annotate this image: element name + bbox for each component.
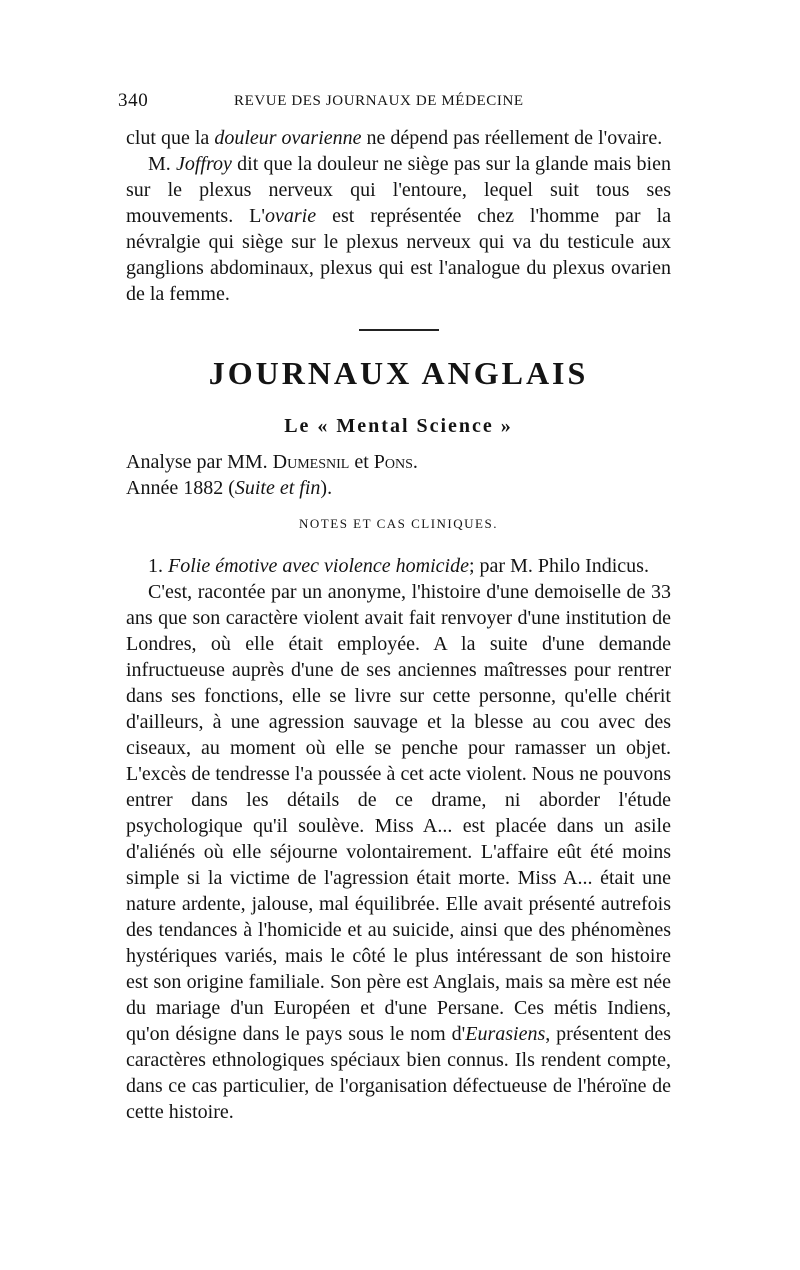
running-header xyxy=(118,90,678,116)
paragraph-case-report: C'est, racontée par un anonyme, l'histoire d'une demoiselle de 33 ans que son caractère violent avait fait renvoyer d'une institution de Londres, où elle était employée. A la suite d'une demande infructueuse auprès d'une de ses anciennes maîtresses pour rentrer dans ses fonctions, elle se livre sur cette personne, qu'elle chérit d'ailleurs, à une agression sauvage et la blesse au cou avec des ciseaux, au moment où elle se penche pour ramasser un objet. L'excès de tendresse l'a poussée à cet acte violent. Nous ne pouvons entrer dans les détails de ce drame, ni aborder l'étude psychologique qu'il soulève. Miss A... est placée dans un asile d'aliénés où elle séjourne volontairement. L'affaire eût été moins simple si la victime de l'agression était morte. Miss A... était une nature ardente, jalouse, mal équilibrée. Elle avait présenté autrefois des tendances à l'homicide et au suicide, ainsi que des phénomènes hystériques variés, mais le côté le plus intéressant de son histoire est son origine familiale. Son père est Anglais, mais sa mère est née du mariage d'un Européen et d'une Persane. Ces métis Indiens, qu'on désigne dans le pays sous le nom d'Eurasiens, présentent des caractères ethnologiques spéciaux bien connus. Ils rendent compte, dans ce cas particulier, de l'organisation défectueuse de l'héroïne de cette histoire. xyxy=(126,581,671,1123)
paragraph-ovarian-pain: clut que la douleur ovarienne ne dépend pas réellement de l'ovaire. xyxy=(126,127,663,149)
year-line: Année 1882 (Suite et fin). xyxy=(126,477,333,499)
analysis-credit: Analyse par MM. Dumesnil et Pons. xyxy=(126,451,418,473)
case-heading: 1. Folie émotive avec violence homicide; par M. Philo Indicus. xyxy=(148,555,649,577)
section-title: JOURNAUX ANGLAIS xyxy=(208,355,589,391)
page-body xyxy=(126,125,671,1125)
running-title: REVUE DES JOURNAUX DE MÉDECINE xyxy=(234,93,524,109)
notes-heading: NOTES ET CAS CLINIQUES. xyxy=(299,516,498,531)
journal-title: Le « Mental Science » xyxy=(284,415,513,437)
paragraph-joffroy: M. Joffroy dit que la douleur ne siège pas sur la glande mais bien sur le plexus nerveux qui l'entoure, lequel suit tous ses mouvements. L'ovarie est représentée chez l'homme par la névralgie qui siège sur le plexus nerveux qui va du testicule aux ganglions abdominaux, plexus qui est l'analogue du plexus ovarien de la femme. xyxy=(126,153,672,305)
page-number: 340 xyxy=(118,90,149,111)
section-divider xyxy=(359,329,439,331)
